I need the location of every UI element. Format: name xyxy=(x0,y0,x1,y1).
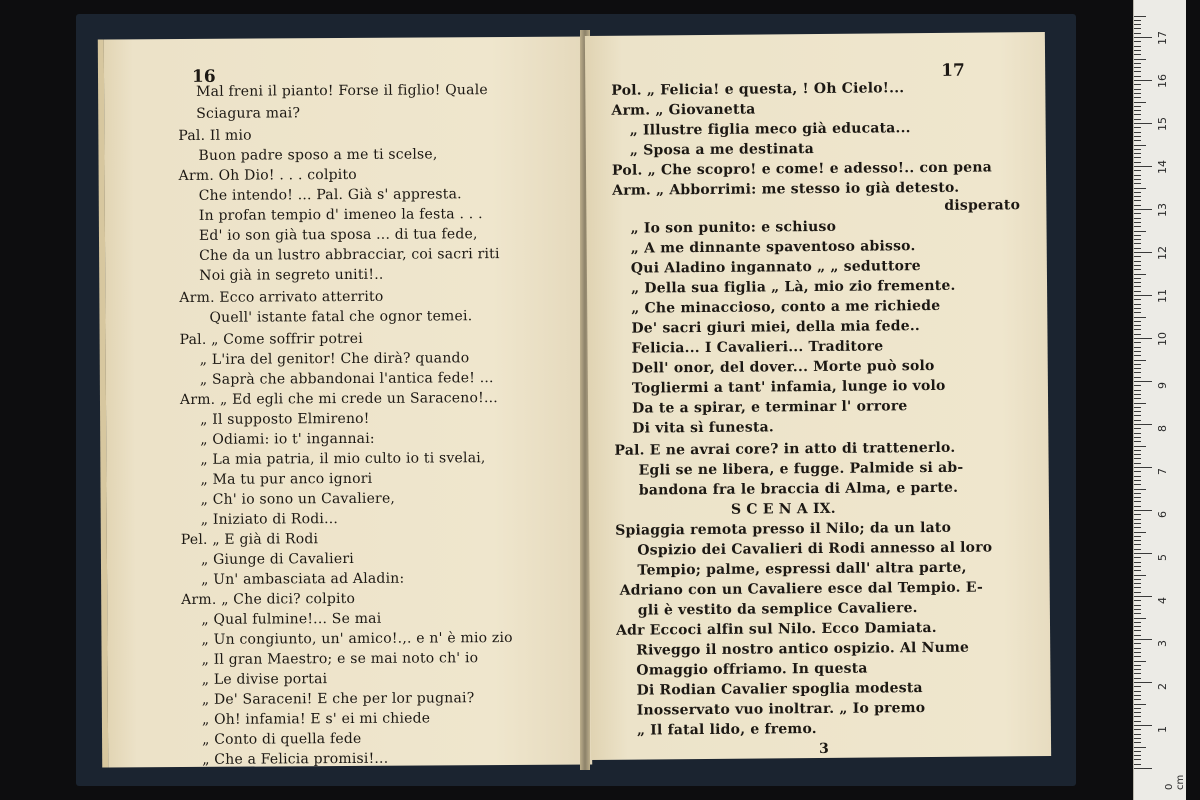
ruler-tick xyxy=(1134,613,1141,614)
text-line: Dell' onor, del dover... Morte può solo xyxy=(631,357,935,377)
ruler-tick xyxy=(1134,467,1152,468)
ruler-tick xyxy=(1134,407,1141,408)
ruler-tick xyxy=(1134,196,1141,197)
text-line: „ Iniziato di Rodi... xyxy=(200,511,339,528)
text-line: Arm. „ Abborrimi: me stesso io già detesto. xyxy=(612,179,960,199)
text-line: „ Oh! infamia! E s' ei mi chiede xyxy=(201,710,431,728)
ruler-tick xyxy=(1134,136,1141,137)
ruler-tick xyxy=(1134,28,1141,29)
ruler-tick xyxy=(1134,738,1141,739)
ruler-tick xyxy=(1134,24,1141,25)
ruler-tick xyxy=(1134,59,1146,60)
ruler-tick xyxy=(1134,183,1141,184)
ruler-number: 2 xyxy=(1156,683,1169,690)
ruler-tick xyxy=(1134,446,1146,447)
ruler-tick xyxy=(1134,721,1141,722)
text-line: Tempio; palme, espressi dall' altra parte, xyxy=(637,559,967,579)
text-line: Arm. „ Ed egli che mi crede un Saraceno!... xyxy=(179,390,498,409)
ruler-number: 16 xyxy=(1156,74,1169,88)
ruler-tick xyxy=(1134,691,1141,692)
ruler-tick xyxy=(1134,278,1141,279)
text-line: „ Un congiunto, un' amico!.,. e n' è mio zio xyxy=(201,629,513,648)
ruler-tick xyxy=(1134,256,1141,257)
ruler-tick xyxy=(1134,390,1141,391)
text-line: „ Saprà che abbandonai l'antica fede! ... xyxy=(199,370,494,388)
text-line: S C E N A IX. xyxy=(730,500,836,518)
ruler-tick xyxy=(1134,153,1141,154)
left-page xyxy=(98,37,592,768)
ruler-tick xyxy=(1134,510,1152,511)
ruler-tick xyxy=(1134,269,1141,270)
ruler-tick xyxy=(1134,157,1141,158)
ruler-tick xyxy=(1134,347,1141,348)
ruler-tick xyxy=(1134,235,1141,236)
ruler-tick xyxy=(1134,420,1141,421)
ruler-tick xyxy=(1134,428,1141,429)
text-line: disperato xyxy=(944,197,1021,214)
text-line: „ Conto di quella fede xyxy=(202,730,362,748)
ruler-tick xyxy=(1134,643,1141,644)
ruler-tick xyxy=(1134,145,1146,146)
page-number: 16 xyxy=(191,66,216,87)
ruler-tick xyxy=(1134,673,1141,674)
ruler-tick xyxy=(1134,16,1146,17)
ruler-tick xyxy=(1134,274,1146,275)
text-line: Pol. „ Felicia! e questa, ! Oh Cielo!... xyxy=(611,80,905,99)
text-line: Sciagura mai? xyxy=(196,105,301,122)
ruler-tick xyxy=(1134,114,1141,115)
ruler-tick xyxy=(1134,84,1141,85)
ruler-tick xyxy=(1134,179,1141,180)
ruler-tick xyxy=(1134,764,1141,765)
ruler-tick xyxy=(1134,209,1152,210)
ruler-tick xyxy=(1134,102,1146,103)
ruler-tick xyxy=(1134,484,1141,485)
ruler-tick xyxy=(1134,433,1141,434)
ruler-number: 7 xyxy=(1156,468,1169,475)
ruler-tick xyxy=(1134,489,1146,490)
text-line: 3 xyxy=(819,740,830,758)
text-line: De' sacri giuri miei, della mia fede.. xyxy=(631,318,921,337)
text-line: „ Io son punito: e schiuso xyxy=(630,218,837,237)
ruler-tick xyxy=(1134,549,1141,550)
ruler-tick xyxy=(1134,89,1141,90)
ruler-tick xyxy=(1134,695,1141,696)
text-line: Quell' istante fatal che ognor temei. xyxy=(209,308,473,326)
ruler-tick xyxy=(1134,497,1141,498)
ruler-tick xyxy=(1134,471,1141,472)
ruler-tick xyxy=(1134,450,1141,451)
ruler-tick xyxy=(1134,587,1141,588)
ruler-number: 5 xyxy=(1156,554,1169,561)
ruler-tick xyxy=(1134,123,1152,124)
text-line: „ Della sua figlia „ Là, mio zio fremente. xyxy=(630,277,956,297)
text-line: Arm. „ Che dici? colpito xyxy=(181,590,356,609)
ruler-number: 6 xyxy=(1156,511,1169,518)
ruler-number: 3 xyxy=(1156,640,1169,647)
ruler-tick xyxy=(1134,93,1141,94)
ruler-tick xyxy=(1134,575,1146,576)
ruler-number: 14 xyxy=(1156,160,1169,174)
text-line: „ Ch' io sono un Cavaliere, xyxy=(200,490,396,508)
ruler-tick xyxy=(1134,716,1141,717)
ruler-tick xyxy=(1134,76,1141,77)
ruler-tick xyxy=(1134,652,1141,653)
ruler-unit-label: 0 cm xyxy=(1164,774,1186,790)
text-line: Spiaggia remota presso il Nilo; da un lato xyxy=(615,519,952,539)
ruler-tick xyxy=(1134,299,1141,300)
ruler-tick xyxy=(1134,544,1141,545)
ruler-tick xyxy=(1134,398,1141,399)
ruler-number: 17 xyxy=(1156,31,1169,45)
ruler-tick xyxy=(1134,162,1141,163)
text-line: Egli se ne libera, e fugge. Palmide si ab- xyxy=(638,459,964,479)
text-line: Riveggo il nostro antico ospizio. Al Nume xyxy=(636,639,970,659)
ruler-tick xyxy=(1134,291,1141,292)
text-line: Di vita sì funesta. xyxy=(632,419,774,437)
ruler-tick xyxy=(1134,218,1141,219)
ruler-tick xyxy=(1134,37,1152,38)
ruler-tick xyxy=(1134,200,1141,201)
ruler-tick xyxy=(1134,532,1146,533)
ruler-tick xyxy=(1134,686,1141,687)
ruler-tick xyxy=(1134,261,1141,262)
ruler-tick xyxy=(1134,506,1141,507)
ruler-tick xyxy=(1134,222,1141,223)
ruler-tick xyxy=(1134,618,1146,619)
text-line: Pal. „ Come soffrir potrei xyxy=(179,330,364,349)
ruler-tick xyxy=(1134,682,1152,683)
ruler-number: 15 xyxy=(1156,117,1169,131)
ruler-tick xyxy=(1134,562,1141,563)
ruler-tick xyxy=(1134,351,1141,352)
text-line: Felicia... I Cavalieri... Traditore xyxy=(631,338,884,357)
ruler-tick xyxy=(1134,205,1141,206)
text-line: Adriano con un Cavaliere esce dal Tempio. E- xyxy=(619,579,983,599)
ruler-tick xyxy=(1134,71,1141,72)
ruler-tick xyxy=(1134,175,1141,176)
text-line: „ Giunge di Cavalieri xyxy=(200,550,354,568)
ruler-tick xyxy=(1134,248,1141,249)
ruler-tick xyxy=(1134,458,1141,459)
text-line: Adr Eccoci alfin sul Nilo. Ecco Damiata. xyxy=(615,619,937,639)
ruler-tick xyxy=(1134,639,1152,640)
ruler-tick xyxy=(1134,149,1141,150)
ruler-tick xyxy=(1134,239,1141,240)
ruler-tick xyxy=(1134,437,1141,438)
ruler-tick xyxy=(1134,476,1141,477)
ruler-tick xyxy=(1134,80,1152,81)
text-line: Buon padre sposo a me ti scelse, xyxy=(198,146,438,164)
ruler-tick xyxy=(1134,536,1141,537)
text-line: Ed' io son già tua sposa ... di tua fede, xyxy=(198,226,478,244)
ruler-tick xyxy=(1134,415,1141,416)
ruler-tick xyxy=(1134,635,1141,636)
text-line: „ Odiami: io t' ingannai: xyxy=(200,430,375,448)
ruler-tick xyxy=(1134,368,1141,369)
ruler-tick xyxy=(1134,742,1141,743)
ruler-tick xyxy=(1134,553,1152,554)
ruler-tick xyxy=(1134,454,1141,455)
ruler-tick xyxy=(1134,424,1152,425)
text-line: Qui Aladino ingannato „ „ seduttore xyxy=(630,258,921,277)
ruler-number: 8 xyxy=(1156,425,1169,432)
ruler-tick xyxy=(1134,557,1141,558)
ruler-tick xyxy=(1134,626,1141,627)
text-line: „ Che a Felicia promisi!... xyxy=(202,750,389,768)
ruler-tick xyxy=(1134,226,1141,227)
ruler-tick xyxy=(1134,308,1141,309)
ruler-tick xyxy=(1134,132,1141,133)
ruler-tick xyxy=(1134,699,1141,700)
text-line: Che da un lustro abbracciar, coi sacri riti xyxy=(199,246,500,264)
ruler-tick xyxy=(1134,579,1141,580)
page-number: 17 xyxy=(941,60,965,81)
ruler-tick xyxy=(1134,50,1141,51)
ruler-tick xyxy=(1134,286,1141,287)
ruler-tick xyxy=(1134,403,1146,404)
text-line: Arm. „ Giovanetta xyxy=(611,101,756,119)
ruler-tick xyxy=(1134,265,1141,266)
ruler-tick xyxy=(1134,725,1152,726)
text-line: „ La mia patria, il mio culto io ti svelai, xyxy=(200,450,486,468)
text-line: Inosservato vuo inoltrar. „ Io premo xyxy=(636,700,926,719)
text-line: Pal. E ne avrai core? in atto di trattenerlo. xyxy=(614,439,956,459)
ruler-tick xyxy=(1134,243,1141,244)
text-line: „ Ma tu pur anco ignori xyxy=(200,470,373,488)
text-line: Arm. Oh Dio! . . . colpito xyxy=(178,166,357,185)
text-line: „ Il fatal lido, e fremo. xyxy=(636,721,817,739)
ruler-tick xyxy=(1134,501,1141,502)
ruler-tick xyxy=(1134,20,1141,21)
ruler-tick xyxy=(1134,712,1141,713)
ruler-tick xyxy=(1134,63,1141,64)
text-line: gli è vestito da semplice Cavaliere. xyxy=(637,600,918,619)
ruler-tick xyxy=(1134,127,1141,128)
ruler-tick xyxy=(1134,170,1141,171)
right-page xyxy=(585,32,1051,760)
ruler-tick xyxy=(1134,527,1141,528)
ruler-tick xyxy=(1134,523,1141,524)
ruler-tick xyxy=(1134,334,1141,335)
ruler-tick xyxy=(1134,747,1146,748)
text-line: „ Il supposto Elmireno! xyxy=(200,410,370,428)
text-line: In profan tempio d' imeneo la festa . . . xyxy=(198,206,483,224)
text-line: „ Illustre figlia meco già educata... xyxy=(629,120,911,139)
ruler-tick xyxy=(1134,342,1141,343)
ruler-tick xyxy=(1134,252,1152,253)
ruler-tick xyxy=(1134,231,1146,232)
text-line: Togliermi a tant' infamia, lunge io volo xyxy=(631,377,946,397)
ruler-tick xyxy=(1134,704,1146,705)
ruler-tick xyxy=(1134,566,1141,567)
ruler-number: 13 xyxy=(1156,203,1169,217)
text-line: Arm. Ecco arrivato atterrito xyxy=(179,288,384,307)
text-line: Noi già in segreto uniti!.. xyxy=(199,266,384,284)
ruler-tick xyxy=(1134,656,1141,657)
ruler-tick xyxy=(1134,321,1141,322)
ruler-tick xyxy=(1134,338,1152,339)
ruler-tick xyxy=(1134,596,1152,597)
ruler-number: 1 xyxy=(1156,726,1169,733)
ruler-tick xyxy=(1134,630,1141,631)
ruler-tick xyxy=(1134,381,1152,382)
ruler-tick xyxy=(1134,97,1141,98)
ruler-tick xyxy=(1134,282,1141,283)
ruler-tick xyxy=(1134,570,1141,571)
ruler-tick xyxy=(1134,33,1141,34)
ruler-number: 4 xyxy=(1156,597,1169,604)
ruler-tick xyxy=(1134,106,1141,107)
ruler-tick xyxy=(1134,213,1141,214)
ruler-tick xyxy=(1134,110,1141,111)
ruler-tick xyxy=(1134,519,1141,520)
ruler-tick xyxy=(1134,140,1141,141)
ruler-tick xyxy=(1134,360,1146,361)
ruler-tick xyxy=(1134,661,1146,662)
text-line: Omaggio offriamo. In questa xyxy=(636,660,868,679)
ruler-tick xyxy=(1134,669,1141,670)
ruler-tick xyxy=(1134,372,1141,373)
text-line: Di Rodian Cavalier spoglia modesta xyxy=(636,680,923,699)
ruler-tick xyxy=(1134,768,1152,769)
ruler-tick xyxy=(1134,411,1141,412)
ruler-tick xyxy=(1134,493,1141,494)
ruler-number: 11 xyxy=(1156,289,1169,303)
ruler-tick xyxy=(1134,394,1141,395)
text-line: „ Qual fulmine!... Se mai xyxy=(201,610,382,628)
ruler-tick xyxy=(1134,295,1152,296)
ruler-number: 12 xyxy=(1156,246,1169,260)
ruler-tick xyxy=(1134,514,1141,515)
ruler-tick xyxy=(1134,729,1141,730)
ruler-tick xyxy=(1134,441,1141,442)
ruler-number: 10 xyxy=(1156,332,1169,346)
ruler-tick xyxy=(1134,463,1141,464)
text-line: „ Che minaccioso, conto a me richiede xyxy=(631,297,941,317)
text-line: „ Il gran Maestro; e se mai noto ch' io xyxy=(201,650,479,668)
text-line: „ De' Saraceni! E che per lor pugnai? xyxy=(201,690,475,708)
ruler-tick xyxy=(1134,377,1141,378)
ruler-tick xyxy=(1134,188,1146,189)
text-line: „ Sposa a me destinata xyxy=(629,141,815,159)
ruler-tick xyxy=(1134,385,1141,386)
text-line: Ospizio dei Cavalieri di Rodi annesso al loro xyxy=(637,539,993,559)
ruler-tick xyxy=(1134,592,1141,593)
ruler-tick xyxy=(1134,192,1141,193)
ruler-tick xyxy=(1134,304,1141,305)
ruler-tick xyxy=(1134,751,1141,752)
ruler-tick xyxy=(1134,329,1141,330)
ruler-tick xyxy=(1134,54,1141,55)
text-line: bandona fra le braccia di Alma, e parte. xyxy=(638,479,959,499)
text-line: Mal freni il pianto! Forse il figlio! Quale xyxy=(196,82,488,100)
text-line: „ Le divise portai xyxy=(201,671,328,688)
ruler-tick xyxy=(1134,759,1141,760)
measuring-ruler xyxy=(1133,0,1186,800)
ruler-tick xyxy=(1134,648,1141,649)
text-line: Pol. „ Che scopro! e come! e adesso!.. con pena xyxy=(611,159,993,179)
ruler-tick xyxy=(1134,609,1141,610)
ruler-tick xyxy=(1134,46,1141,47)
ruler-tick xyxy=(1134,480,1141,481)
ruler-tick xyxy=(1134,583,1141,584)
ruler-tick xyxy=(1134,364,1141,365)
ruler-tick xyxy=(1134,755,1141,756)
text-line: „ L'ira del genitor! Che dirà? quando xyxy=(199,350,470,368)
ruler-tick xyxy=(1134,41,1141,42)
ruler-tick xyxy=(1134,665,1141,666)
text-line: „ A me dinnante spaventoso abisso. xyxy=(630,238,916,257)
ruler-tick xyxy=(1134,678,1141,679)
text-line: Da te a spirar, e terminar l' orrore xyxy=(632,398,908,417)
ruler-tick xyxy=(1134,540,1141,541)
ruler-tick xyxy=(1134,67,1141,68)
ruler-tick xyxy=(1134,166,1152,167)
ruler-tick xyxy=(1134,622,1141,623)
text-line: Pel. „ E già di Rodi xyxy=(180,531,319,549)
ruler-tick xyxy=(1134,312,1141,313)
ruler-tick xyxy=(1134,355,1141,356)
ruler-tick xyxy=(1134,708,1141,709)
text-line: Che intendo! ... Pal. Già s' appresta. xyxy=(198,186,462,204)
ruler-number: 9 xyxy=(1156,382,1169,389)
ruler-tick xyxy=(1134,600,1141,601)
ruler-tick xyxy=(1134,317,1146,318)
ruler-tick xyxy=(1134,325,1141,326)
text-line: „ Un' ambasciata ad Aladin: xyxy=(201,570,405,588)
ruler-tick xyxy=(1134,734,1141,735)
ruler-tick xyxy=(1134,605,1141,606)
ruler-tick xyxy=(1134,119,1141,120)
text-line: Pal. Il mio xyxy=(178,127,252,145)
